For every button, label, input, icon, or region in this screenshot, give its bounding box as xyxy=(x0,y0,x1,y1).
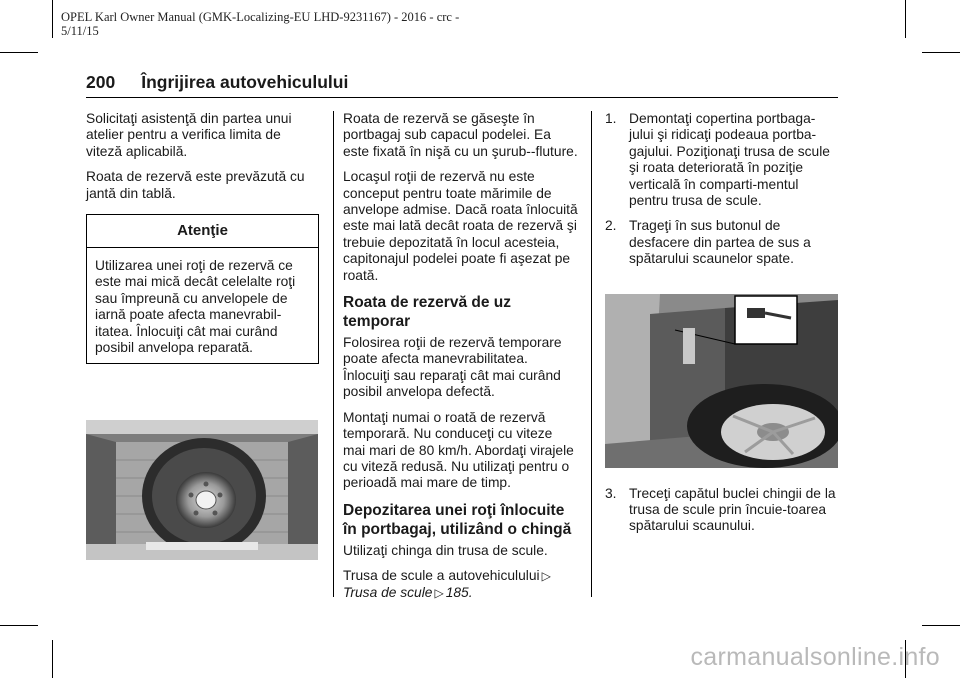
page-title: Îngrijirea autovehiculului xyxy=(141,72,349,92)
column-divider xyxy=(591,111,592,597)
caution-text: Utilizarea unei roţi de rezervă ce este mai mică decât celelalte roţi sau împreună cu anvelopele de iarnă poate afecta manevrabil-itatea. Înlocuiţi cât mai curând posibil anvelopa reparată. xyxy=(95,258,296,356)
step-number: 2. xyxy=(605,218,617,234)
column-1 xyxy=(86,111,318,560)
step-text: Treceţi capătul buclei chingii de la trusa de scule prin încuie-toarea spătarului scaunului. xyxy=(629,485,836,534)
step-number: 1. xyxy=(605,111,617,126)
step-list xyxy=(605,486,839,535)
caution-box xyxy=(86,214,319,364)
paragraph: Folosirea roţii de rezervă temporare poate afecta manevrabilitatea. Înlocuiţi sau reparaţi cât mai curând posibil anvelopa defectă. xyxy=(343,335,562,400)
list-item xyxy=(605,486,839,535)
reference-page[interactable]: 185. xyxy=(445,584,473,600)
crop-mark xyxy=(0,625,38,626)
reference-link[interactable]: Trusa de scule xyxy=(343,584,433,600)
document-meta-header: OPEL Karl Owner Manual (GMK-Localizing-EU LHD-9231167) - 2016 - crc - 5/11/15 xyxy=(61,10,460,38)
trunk-strap-illustration xyxy=(605,294,838,468)
crop-mark xyxy=(52,640,53,678)
step-text: Demontaţi copertina portbaga-jului şi ridicaţi podeaua portba-gajului. Poziţionaţi trusa de scule şi roata deteriorată în poziţie verticală în comparti-mentul pentru trusa de scule. xyxy=(629,111,830,209)
section-heading: Depozitarea unei roţi înlocuite în portbagaj, utilizând o chingă xyxy=(343,501,572,538)
crop-mark xyxy=(52,0,53,38)
watermark: carmanualsonline.info xyxy=(690,643,940,671)
step-number: 3. xyxy=(605,485,617,501)
reference-text: Trusa de scule a autovehiculului xyxy=(343,568,540,584)
step-text: Trageţi în sus butonul de desfacere din partea de sus a spătarului scaunelor spate. xyxy=(629,218,811,267)
section-heading: Roata de rezervă de uz temporar xyxy=(343,294,511,331)
paragraph: Roata de rezervă se găseşte în portbagaj sub capacul podelei. Ea este fixată în nişă cu un şurub--fluture. xyxy=(343,111,578,159)
crop-mark xyxy=(905,0,906,38)
paragraph-with-reference xyxy=(343,568,578,601)
column-divider xyxy=(333,111,334,597)
list-item xyxy=(605,218,839,267)
xref-arrow-icon: ▷ xyxy=(541,569,551,584)
step-list xyxy=(605,111,839,268)
paragraph: Solicitaţi asistenţă din partea unui atelier pentru a verifica limita de viteză aplicabilă. xyxy=(86,111,292,159)
page-number: 200 xyxy=(86,72,116,92)
paragraph: Roata de rezervă este prevăzută cu jantă din tablă. xyxy=(86,169,305,201)
paragraph: Utilizaţi chinga din trusa de scule. xyxy=(343,542,548,558)
page-header xyxy=(86,72,348,93)
paragraph: Locaşul roţii de rezervă nu este conceput pentru toate mărimile de anvelope admise. Dacă roata înlocuită este mai lată decât roata de rezervă şi trebuie depozitată în locul acesteia, capitonajul podelei poate fi aşezat pe roată. xyxy=(343,169,578,283)
crop-mark xyxy=(922,52,960,53)
crop-mark xyxy=(922,625,960,626)
xref-arrow-icon: ▷ xyxy=(434,585,444,600)
list-item xyxy=(605,111,839,209)
crop-mark xyxy=(0,52,38,53)
header-rule xyxy=(86,97,838,98)
spare-wheel-illustration xyxy=(86,420,318,560)
column-3 xyxy=(605,111,839,544)
paragraph: Montaţi numai o roată de rezervă temporară. Nu conduceţi cu viteze mai mari de 80 km/h. Abordaţi virajele cu viteză redusă. Nu utilizaţi pentru o perioadă mai mare de timp. xyxy=(343,409,574,491)
caution-title: Atenţie xyxy=(87,215,318,248)
column-2 xyxy=(343,111,578,610)
